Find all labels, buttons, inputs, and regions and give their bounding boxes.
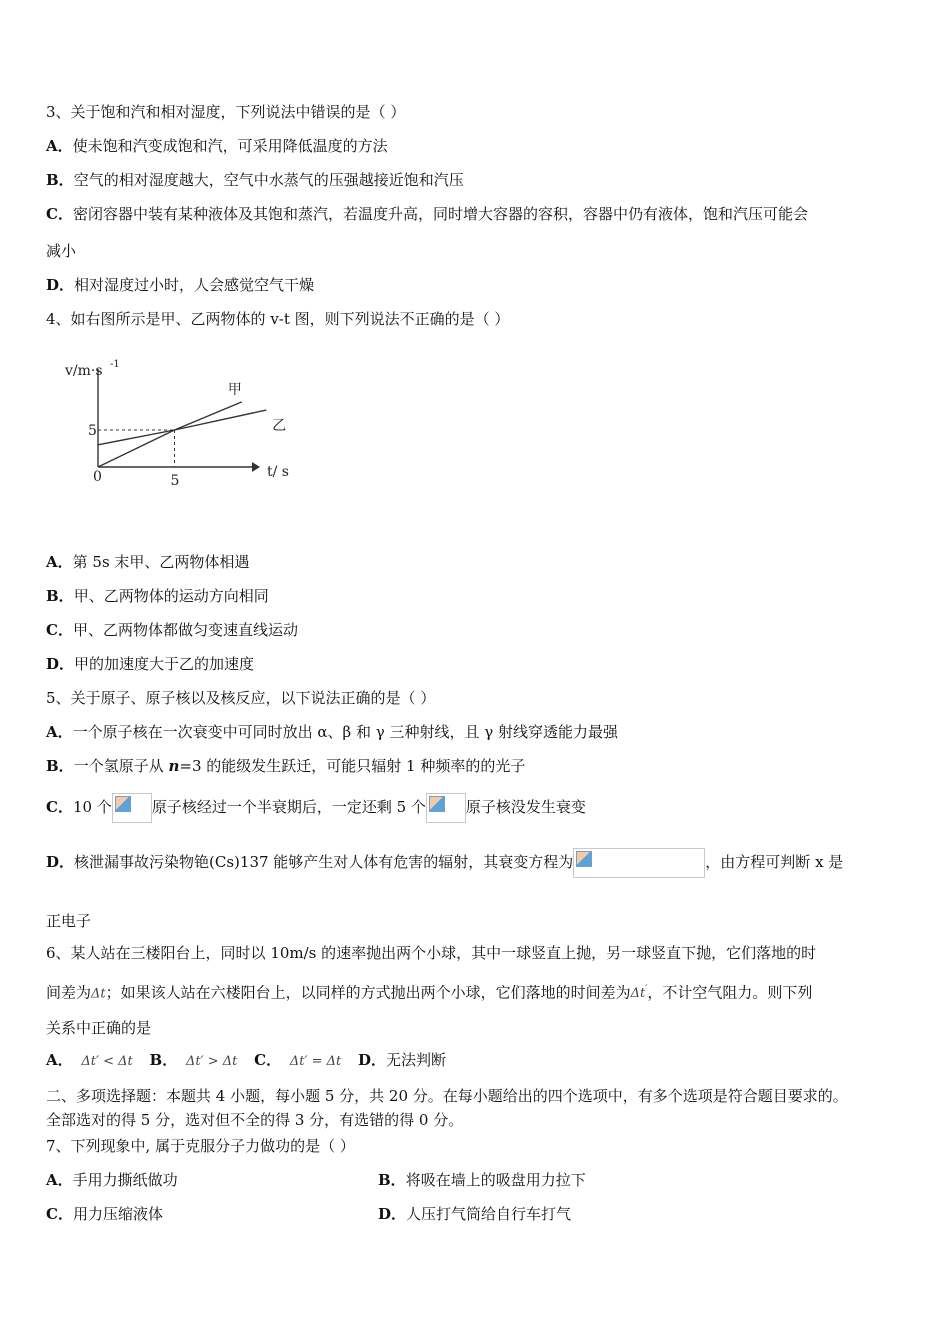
- y-axis-label-sup: -1: [110, 359, 120, 370]
- option-label: D．: [46, 276, 75, 294]
- q4-option-c: [46, 620, 298, 640]
- option-label: D．: [46, 655, 75, 673]
- quantum-number-n: n: [168, 757, 180, 775]
- q3-option-c: [46, 204, 808, 224]
- q5-option-d-continuation: 正电子: [46, 912, 92, 930]
- option-text: 甲、乙两物体都做匀变速直线运动: [72, 621, 298, 639]
- stem-text: ；如果该人站在六楼阳台上，以同样的方式抛出两个小球，它们落地的时间差为: [105, 983, 631, 1002]
- option-text: 将吸在墙上的吸盘用力拉下: [405, 1171, 586, 1189]
- broken-image-icon: [426, 793, 466, 823]
- option-label: C．: [46, 621, 73, 639]
- option-text: 甲的加速度大于乙的加速度: [74, 655, 255, 673]
- option-text: 10 个: [72, 798, 112, 816]
- q7-option-b: [378, 1170, 586, 1190]
- q5-option-d: [46, 847, 843, 878]
- option-c-math: Δt′ = Δt: [289, 1054, 342, 1069]
- option-label: C．: [46, 205, 73, 223]
- option-label: A．: [46, 137, 73, 155]
- option-text: 第 5s 末甲、乙两物体相遇: [72, 553, 250, 571]
- series-label-1: 甲: [227, 381, 242, 398]
- option-label: C．: [46, 1205, 73, 1223]
- option-text: 无法判断: [386, 1051, 447, 1069]
- q3-option-a: [46, 136, 388, 156]
- y-tick-label: 5: [88, 423, 97, 439]
- option-label: C．: [254, 1051, 282, 1069]
- q4-option-d: [46, 654, 254, 674]
- option-label: B．: [149, 1051, 178, 1069]
- option-text: 一个氢原子从: [73, 757, 169, 775]
- q6-options: [46, 1050, 446, 1072]
- option-label: A．: [46, 723, 73, 741]
- option-text: 甲、乙两物体的运动方向相同: [73, 587, 269, 605]
- option-label: D．: [378, 1205, 407, 1223]
- q4-stem: 4、如右图所示是甲、乙两物体的 v-t 图，则下列说法不正确的是（ ）: [46, 310, 510, 328]
- q6-stem-line3: 关系中正确的是: [46, 1019, 152, 1037]
- option-text: 人压打气筒给自行车打气: [406, 1205, 572, 1223]
- option-text: 手用力撕纸做功: [72, 1171, 178, 1189]
- option-label: A．: [46, 1171, 73, 1189]
- q3-option-d: [46, 275, 314, 295]
- broken-image-icon: [573, 848, 705, 878]
- option-a-math: Δt′ < Δt: [81, 1054, 133, 1069]
- q5-option-a: [46, 722, 618, 742]
- math-dt-base: Δt: [630, 986, 646, 1002]
- series-line-1: [98, 402, 242, 467]
- option-label: C．: [46, 798, 73, 816]
- y-axis-label: v/m·s: [65, 363, 103, 379]
- option-label: D．: [358, 1051, 387, 1069]
- broken-image-icon: [112, 793, 152, 823]
- section2-heading-line1: 二、多项选择题：本题共 4 小题，每小题 5 分，共 20 分。在每小题给出的四个选项中，有多个选项是符合题目要求的。: [46, 1087, 848, 1105]
- q5-option-b: [46, 756, 525, 776]
- q3-option-c-continuation: 减小: [46, 242, 77, 260]
- option-text: 密闭容器中装有某种液体及其饱和蒸汽，若温度升高，同时增大容器的容积，容器中仍有液体，饱和汽压可能会: [72, 205, 808, 223]
- option-text: 一个原子核在一次衰变中可同时放出 α、β 和 γ 三种射线，且 γ 射线穿透能力最强: [72, 723, 618, 741]
- q4-option-a: [46, 552, 249, 572]
- option-text: 核泄漏事故污染物铯(Cs)137 能够产生对人体有危害的辐射，其衰变方程为: [74, 853, 574, 871]
- q7-option-d: [378, 1204, 571, 1224]
- q3-stem: 3、关于饱和汽和相对湿度，下列说法中错误的是（ ）: [46, 103, 406, 121]
- option-label: B．: [378, 1171, 406, 1189]
- q7-stem: 7、下列现象中, 属于克服分子力做功的是（ ）: [46, 1137, 355, 1155]
- q6-stem-line1: 6、某人站在三楼阳台上，同时以 10m/s 的速率抛出两个小球，其中一球竖直上抛，另一球竖直下抛，它们落地的时: [46, 944, 817, 962]
- option-label: B．: [46, 171, 74, 189]
- q5-stem: 5、关于原子、原子核以及核反应，以下说法正确的是（ ）: [46, 689, 436, 707]
- q6-stem-line2: [46, 980, 812, 1004]
- option-text: 相对湿度过小时，人会感觉空气干燥: [74, 276, 315, 294]
- x-axis-label: t/ s: [267, 464, 289, 480]
- option-label: A．: [46, 1051, 73, 1069]
- section2-heading-line2: 全部选对的得 5 分，选对但不全的得 3 分，有选错的得 0 分。: [46, 1111, 464, 1129]
- option-text: 使未饱和汽变成饱和汽，可采用降低温度的方法: [72, 137, 388, 155]
- option-label: A．: [46, 553, 73, 571]
- q3-option-b: [46, 170, 464, 190]
- q5-option-c: [46, 792, 586, 823]
- option-label: D．: [46, 853, 75, 871]
- option-label: B．: [46, 587, 74, 605]
- stem-text: ，不计空气阻力。则下列: [647, 983, 813, 1002]
- vt-chart: [60, 355, 300, 490]
- q7-option-a: [46, 1170, 178, 1190]
- math-prime: ′: [645, 985, 648, 995]
- series-label-2: 乙: [272, 418, 287, 435]
- option-label: B．: [46, 757, 74, 775]
- option-b-math: Δt′ > Δt: [186, 1054, 238, 1069]
- math-dt: Δt: [91, 986, 106, 1002]
- math-dt-prime: [631, 986, 648, 1001]
- q4-option-b: [46, 586, 269, 606]
- x-axis-arrow: [252, 462, 260, 472]
- stem-text: 间差为: [46, 983, 92, 1002]
- option-text: 原子核没发生衰变: [465, 798, 586, 816]
- option-text: 空气的相对湿度越大，空气中水蒸气的压强越接近饱和汽压: [73, 171, 464, 189]
- q7-option-c: [46, 1204, 163, 1224]
- option-text: ，由方程可判断 x 是: [705, 853, 844, 871]
- x-tick-label: 5: [170, 473, 180, 489]
- option-text: =3 的能级发生跃迁，可能只辐射 1 种频率的的光子: [179, 757, 526, 775]
- option-text: 原子核经过一个半衰期后，一定还剩 5 个: [151, 798, 426, 816]
- origin-label: 0: [93, 469, 102, 485]
- option-text: 用力压缩液体: [72, 1205, 163, 1223]
